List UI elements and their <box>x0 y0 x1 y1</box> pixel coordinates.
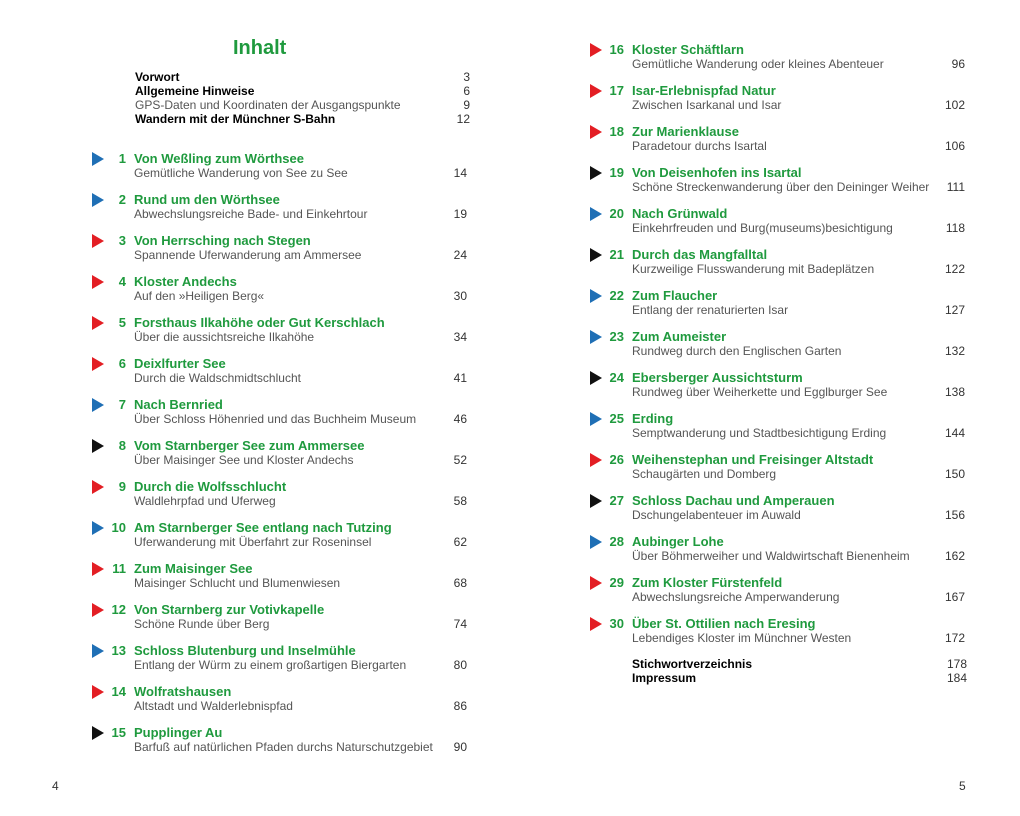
tour-subtitle: Altstadt und Walderlebnispfad <box>134 699 293 713</box>
triangle-marker-icon <box>92 316 104 330</box>
tour-entry[interactable] <box>92 356 467 397</box>
triangle-marker-icon <box>92 398 104 412</box>
tour-number: 8 <box>118 438 126 453</box>
tour-page: 144 <box>944 426 965 440</box>
triangle-marker-icon <box>590 43 602 57</box>
tour-title: Von Deisenhofen ins Isartal <box>632 165 802 180</box>
tour-entry[interactable] <box>92 643 467 684</box>
tour-subtitle: Rundweg durch den Englischen Garten <box>632 344 842 358</box>
triangle-marker-icon <box>590 166 602 180</box>
tour-number: 30 <box>609 616 624 631</box>
triangle-marker-icon <box>590 453 602 467</box>
tour-entry[interactable] <box>590 370 965 411</box>
triangle-marker-icon <box>92 193 104 207</box>
tour-subtitle: Uferwanderung mit Überfahrt zur Roseninsel <box>134 535 372 549</box>
triangle-marker-icon <box>92 644 104 658</box>
back-matter-item[interactable]: Stichwortverzeichnis 178 <box>632 657 967 671</box>
front-matter-item[interactable]: Vorwort 3 <box>135 70 470 84</box>
tour-title: Kloster Schäftlarn <box>632 42 744 57</box>
tour-subtitle: Gemütliche Wanderung oder kleines Abenteuer <box>632 57 884 71</box>
tour-entry[interactable] <box>590 411 965 452</box>
triangle-marker-icon <box>590 576 602 590</box>
tour-title: Schloss Blutenburg und Inselmühle <box>134 643 356 658</box>
tour-page: 19 <box>453 207 467 221</box>
triangle-marker-icon <box>590 330 602 344</box>
tour-title: Nach Bernried <box>134 397 223 412</box>
tour-number: 25 <box>609 411 624 426</box>
tour-page: 132 <box>944 344 965 358</box>
tour-entry[interactable] <box>590 329 965 370</box>
tour-subtitle: Abwechslungsreiche Bade- und Einkehrtour <box>134 207 368 221</box>
tour-title: Weihenstephan und Freisinger Altstadt <box>632 452 874 467</box>
front-matter-list <box>135 70 470 126</box>
tour-page: 74 <box>453 617 467 631</box>
triangle-marker-icon <box>590 248 602 262</box>
tour-entry[interactable] <box>92 151 467 192</box>
triangle-marker-icon <box>92 275 104 289</box>
tour-page: 172 <box>944 631 965 645</box>
tour-entry[interactable] <box>92 602 467 643</box>
tour-entry[interactable] <box>590 452 965 493</box>
triangle-marker-icon <box>590 494 602 508</box>
tour-page: 102 <box>944 98 965 112</box>
triangle-marker-icon <box>92 521 104 535</box>
tour-page: 41 <box>453 371 467 385</box>
tour-subtitle: Barfuß auf natürlichen Pfaden durchs Naturschutzgebiet <box>134 740 433 754</box>
tour-entry[interactable] <box>590 534 965 575</box>
tour-subtitle: Kurzweilige Flusswanderung mit Badeplätzen <box>632 262 875 276</box>
tour-title: Nach Grünwald <box>632 206 728 221</box>
tour-subtitle: Rundweg über Weiherkette und Egglburger See <box>632 385 888 399</box>
tour-number: 1 <box>118 151 126 166</box>
tour-title: Erding <box>632 411 674 426</box>
tour-number: 14 <box>111 684 126 699</box>
triangle-marker-icon <box>92 480 104 494</box>
triangle-marker-icon <box>590 617 602 631</box>
tour-subtitle: Schöne Runde über Berg <box>134 617 270 631</box>
tour-entry[interactable] <box>92 561 467 602</box>
tour-subtitle: Auf den »Heiligen Berg« <box>134 289 265 303</box>
tour-subtitle: Schaugärten und Domberg <box>632 467 777 481</box>
tour-entry[interactable] <box>590 124 965 165</box>
tour-number: 3 <box>118 233 126 248</box>
tour-page: 138 <box>944 385 965 399</box>
tour-title: Über St. Ottilien nach Eresing <box>632 616 816 631</box>
tour-title: Von Herrsching nach Stegen <box>134 233 311 248</box>
tour-page: 34 <box>453 330 467 344</box>
tour-subtitle: Abwechslungsreiche Amperwanderung <box>632 590 840 604</box>
tour-number: 13 <box>111 643 126 658</box>
tour-title: Vom Starnberger See zum Ammersee <box>134 438 365 453</box>
tour-entry[interactable] <box>92 520 467 561</box>
tour-page: 30 <box>453 289 467 303</box>
tour-page: 156 <box>944 508 965 522</box>
front-matter-item[interactable]: GPS-Daten und Koordinaten der Ausgangspunkte 9 <box>135 98 470 112</box>
tour-title: Zum Aumeister <box>632 329 727 344</box>
tour-title: Aubinger Lohe <box>632 534 724 549</box>
tour-title: Durch das Mangfalltal <box>632 247 768 262</box>
tour-title: Forsthaus Ilkahöhe oder Gut Kerschlach <box>134 315 385 330</box>
tour-page: 68 <box>453 576 467 590</box>
triangle-marker-icon <box>92 357 104 371</box>
tour-page: 80 <box>453 658 467 672</box>
toc-title: Inhalt <box>233 37 287 59</box>
tour-page: 122 <box>944 262 965 276</box>
tour-entry[interactable] <box>92 233 467 274</box>
right-page <box>510 0 1020 816</box>
triangle-marker-icon <box>92 685 104 699</box>
triangle-marker-icon <box>92 603 104 617</box>
front-matter-item[interactable]: Allgemeine Hinweise 6 <box>135 84 470 98</box>
tour-entry[interactable] <box>590 288 965 329</box>
triangle-marker-icon <box>590 412 602 426</box>
tour-entry[interactable] <box>92 315 467 356</box>
back-matter-list <box>632 657 967 685</box>
tour-number: 16 <box>609 42 624 57</box>
tour-title: Wolfratshausen <box>134 684 232 699</box>
tour-title: Zur Marienklause <box>632 124 739 139</box>
triangle-marker-icon <box>590 84 602 98</box>
tour-entry[interactable] <box>92 479 467 520</box>
tour-entry[interactable] <box>92 438 467 479</box>
tour-title: Pupplinger Au <box>134 725 223 740</box>
tour-entry[interactable] <box>92 684 467 725</box>
tour-page: 52 <box>453 453 467 467</box>
triangle-marker-icon <box>92 439 104 453</box>
tour-number: 10 <box>111 520 126 535</box>
tour-subtitle: Einkehrfreuden und Burg(museums)besichtigung <box>632 221 893 235</box>
triangle-marker-icon <box>590 535 602 549</box>
tour-number: 18 <box>609 124 624 139</box>
tour-entry[interactable] <box>92 397 467 438</box>
tour-entry[interactable] <box>590 575 965 616</box>
page-number: 4 <box>52 779 59 793</box>
tour-subtitle: Semptwanderung und Stadtbesichtigung Erding <box>632 426 887 440</box>
tour-entry[interactable] <box>590 616 965 657</box>
tour-page: 46 <box>453 412 467 426</box>
tour-title: Rund um den Wörthsee <box>134 192 280 207</box>
tour-number: 5 <box>118 315 126 330</box>
tour-number: 29 <box>609 575 624 590</box>
tour-subtitle: Über Schloss Höhenried und das Buchheim Museum <box>134 412 417 426</box>
tour-page: 111 <box>946 180 965 194</box>
tour-number: 2 <box>118 192 126 207</box>
tour-title: Kloster Andechs <box>134 274 237 289</box>
tour-subtitle: Waldlehrpfad und Uferweg <box>134 494 276 508</box>
tour-number: 24 <box>609 370 624 385</box>
tour-number: 21 <box>609 247 624 262</box>
tour-page: 86 <box>453 699 467 713</box>
tour-page: 127 <box>944 303 965 317</box>
page-number: 5 <box>959 779 966 793</box>
tour-page: 167 <box>944 590 965 604</box>
tour-subtitle: Über Böhmerweiher und Waldwirtschaft Bienenheim <box>632 549 910 563</box>
tour-page: 62 <box>453 535 467 549</box>
tour-subtitle: Durch die Waldschmidtschlucht <box>134 371 301 385</box>
triangle-marker-icon <box>92 152 104 166</box>
tour-number: 9 <box>118 479 126 494</box>
tour-number: 11 <box>112 561 126 576</box>
tour-title: Ebersberger Aussichtsturm <box>632 370 803 385</box>
tour-number: 6 <box>118 356 126 371</box>
tour-title: Durch die Wolfsschlucht <box>134 479 287 494</box>
tour-subtitle: Entlang der renaturierten Isar <box>632 303 789 317</box>
tour-title: Zum Kloster Fürstenfeld <box>632 575 783 590</box>
tour-entry[interactable] <box>590 42 965 83</box>
tour-page: 90 <box>453 740 467 754</box>
triangle-marker-icon <box>590 125 602 139</box>
tour-entry[interactable] <box>92 192 467 233</box>
tour-number: 22 <box>609 288 624 303</box>
tour-subtitle: Über Maisinger See und Kloster Andechs <box>134 453 354 467</box>
tour-page: 14 <box>453 166 467 180</box>
tour-subtitle: Spannende Uferwanderung am Ammersee <box>134 248 362 262</box>
tour-entry[interactable] <box>590 206 965 247</box>
tour-subtitle: Lebendiges Kloster im Münchner Westen <box>632 631 852 645</box>
tour-page: 162 <box>944 549 965 563</box>
tour-number: 20 <box>609 206 624 221</box>
tour-number: 28 <box>609 534 624 549</box>
tour-page: 118 <box>945 221 965 235</box>
tour-subtitle: Über die aussichtsreiche Ilkahöhe <box>134 330 315 344</box>
tour-title: Von Weßling zum Wörthsee <box>134 151 304 166</box>
tour-subtitle: Paradetour durchs Isartal <box>632 139 767 153</box>
triangle-marker-icon <box>590 289 602 303</box>
tour-subtitle: Schöne Streckenwanderung über den Deininger Weiher <box>632 180 930 194</box>
tour-entry[interactable] <box>92 725 467 766</box>
tour-subtitle: Dschungelabenteuer im Auwald <box>632 508 801 522</box>
tour-subtitle: Zwischen Isarkanal und Isar <box>632 98 782 112</box>
triangle-marker-icon <box>92 234 104 248</box>
tour-number: 17 <box>609 83 624 98</box>
tour-page: 96 <box>951 57 965 71</box>
tour-title: Deixlfurter See <box>134 356 226 371</box>
tour-title: Schloss Dachau und Amperauen <box>632 493 835 508</box>
tour-number: 27 <box>609 493 624 508</box>
triangle-marker-icon <box>92 726 104 740</box>
tour-number: 4 <box>118 274 126 289</box>
tour-number: 15 <box>111 725 126 740</box>
front-matter-item[interactable]: Wandern mit der Münchner S-Bahn 12 <box>135 112 470 126</box>
triangle-marker-icon <box>92 562 104 576</box>
tour-entry[interactable] <box>590 493 965 534</box>
tour-number: 12 <box>111 602 126 617</box>
tour-entry[interactable] <box>590 83 965 124</box>
tour-page: 58 <box>453 494 467 508</box>
tour-list-left <box>92 151 467 766</box>
tour-entry[interactable] <box>590 247 965 288</box>
tour-number: 19 <box>609 165 624 180</box>
tour-title: Am Starnberger See entlang nach Tutzing <box>134 520 392 535</box>
tour-title: Zum Flaucher <box>632 288 718 303</box>
tour-entry[interactable] <box>92 274 467 315</box>
tour-subtitle: Maisinger Schlucht und Blumenwiesen <box>134 576 341 590</box>
tour-number: 26 <box>609 452 624 467</box>
triangle-marker-icon <box>590 371 602 385</box>
triangle-marker-icon <box>590 207 602 221</box>
tour-page: 150 <box>944 467 965 481</box>
tour-page: 24 <box>453 248 467 262</box>
back-matter-item[interactable]: Impressum 184 <box>632 671 967 685</box>
tour-page: 106 <box>944 139 965 153</box>
tour-number: 23 <box>609 329 624 344</box>
tour-entry[interactable] <box>590 165 965 206</box>
tour-list-right <box>590 42 965 657</box>
tour-subtitle: Entlang der Würm zu einem großartigen Biergarten <box>134 658 407 672</box>
tour-subtitle: Gemütliche Wanderung von See zu See <box>134 166 348 180</box>
tour-number: 7 <box>118 397 126 412</box>
tour-title: Von Starnberg zur Votivkapelle <box>134 602 325 617</box>
tour-title: Zum Maisinger See <box>134 561 253 576</box>
tour-title: Isar-Erlebnispfad Natur <box>632 83 776 98</box>
